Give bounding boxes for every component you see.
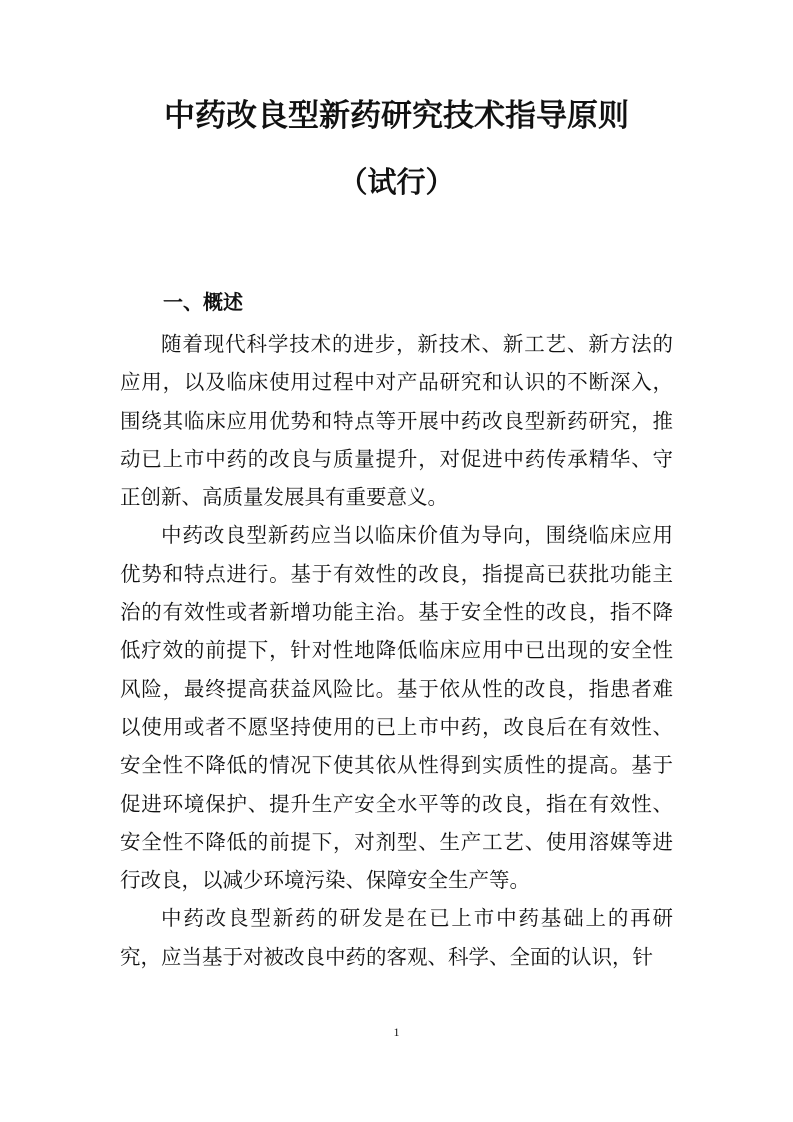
body-text bbox=[120, 325, 673, 976]
page-number: 1 bbox=[393, 1025, 400, 1039]
paragraph-3: 中药改良型新药的研发是在已上市中药基础上的再研究，应当基于对被改良中药的客观、科学、全面的认识，针 bbox=[120, 906, 673, 969]
document-title: 中药改良型新药研究技术指导原则 bbox=[164, 98, 629, 134]
paragraph-2: 中药改良型新药应当以临床价值为导向，围绕临床应用优势和特点进行。基于有效性的改良，指提高已获批功能主治的有效性或者新增功能主治。基于安全性的改良，指不降低疗效的前提下，针对性地降低临床应用中已出现的安全性风险，最终提高获益风险比。基于依从性的改良，指患者难以使用或者不愿坚持使用的已上市中药，改良后在有效性、安全性不降低的情况下使其依从性得到实质性的提高。基于促进环境保护、提升生产安全水平等的改良，指在有效性、安全性不降低的前提下，对剂型、生产工艺、使用溶媒等进行改良，以减少环境污染、保障安全生产等。 bbox=[120, 523, 673, 893]
section-heading: 一、概述 bbox=[163, 290, 243, 314]
document-subtitle: （试行） bbox=[338, 165, 455, 199]
paragraph-1: 随着现代科学技术的进步，新技术、新工艺、新方法的应用，以及临床使用过程中对产品研究和认识的不断深入，围绕其临床应用优势和特点等开展中药改良型新药研究，推动已上市中药的改良与质量提升，对促进中药传承精华、守正创新、高质量发展具有重要意义。 bbox=[120, 332, 673, 510]
